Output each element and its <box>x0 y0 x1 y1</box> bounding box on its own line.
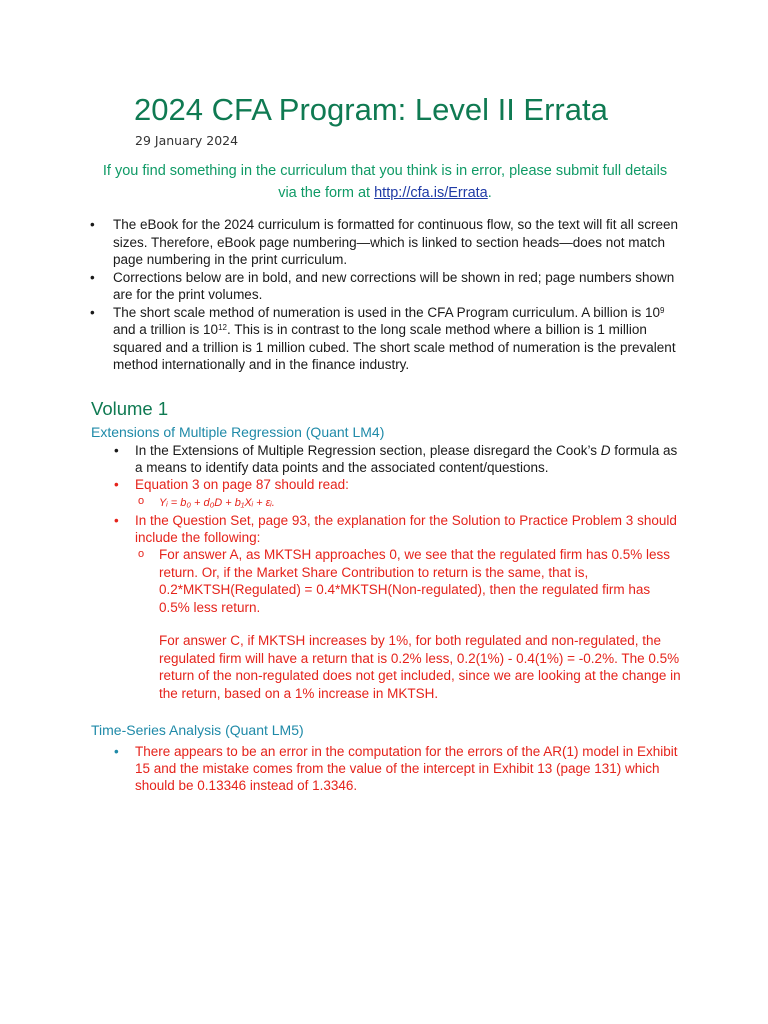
section-lm4-list <box>114 442 684 718</box>
note-item: • Corrections below are in bold, and new corrections will be shown in red; page numbers shown are for the print volumes. <box>90 269 690 304</box>
section-heading-quant-lm5: Time-Series Analysis (Quant LM5) <box>91 722 304 738</box>
item-text: In the Extensions of Multiple Regression section, please disregard the Cook’s <box>135 443 601 458</box>
sub-list <box>135 546 684 702</box>
intro-text: If you find something in the curriculum that you think is in error, please submit full details via the form at <box>102 163 668 201</box>
equation-3: Yᵢ = b₀ + d₀D + b₁Xᵢ + εᵢ. <box>159 497 275 509</box>
item-text: Equation 3 on page 87 should read: <box>135 477 349 492</box>
page-title: 2024 CFA Program: Level II Errata <box>134 92 608 127</box>
cooks-d-symbol: D <box>600 443 611 458</box>
note3-sup-9: 9 <box>660 305 665 315</box>
intro-paragraph <box>100 160 670 204</box>
list-item <box>114 442 684 476</box>
equation-item <box>135 493 684 512</box>
publication-date: 29 January 2024 <box>135 133 239 148</box>
note3-text-b: and a trillion is 10 <box>113 322 219 337</box>
note3-text-c: . This is in contrast to the long scale method where a billion is 1 million squared and a trillion is 1 million cubed. The short scale method of numeration is the prevalent method internationally and in the finance industry. <box>113 322 676 372</box>
volume-heading: Volume 1 <box>91 398 169 419</box>
answer-a-text: o For answer A, as MKTSH approaches 0, we see that the regulated firm has 0.5% less return. Or, if the Market Share Contribution to return is the same, that is, 0.2*MKTSH(Regulated) = 0.4*MKTSH(Non-regulated), then the regulated firm has 0.5% less return. <box>159 547 670 615</box>
item-text: formula as a means to identify data points and the associated content/questions. <box>135 443 678 475</box>
general-notes-list <box>90 216 690 374</box>
list-item <box>114 476 684 512</box>
list-item <box>114 512 684 702</box>
errata-link[interactable]: http://cfa.is/Errata <box>374 185 488 201</box>
note-item: • The eBook for the 2024 curriculum is formatted for continuous flow, so the text will fit all screen sizes. Therefore, eBook page numbering—which is linked to section heads—does not match page numbering in the print curriculum. <box>90 216 690 269</box>
section-lm5-list <box>114 743 684 794</box>
answer-item <box>135 546 684 702</box>
note3-text-a: The short scale method of numeration is used in the CFA Program curriculum. A billion is 10 <box>113 304 661 320</box>
item-text: In the Question Set, page 93, the explanation for the Solution to Practice Problem 3 should include the following: <box>135 513 677 545</box>
note3-sup-12: 12 <box>218 323 227 332</box>
intro-end: . <box>487 185 492 201</box>
list-item: • There appears to be an error in the computation for the errors of the AR(1) model in Exhibit 15 and the mistake comes from the value of the intercept in Exhibit 13 (page 131) which should be 0.13346 instead of 1.3346. <box>114 743 684 794</box>
note-item <box>90 304 690 374</box>
section-heading-quant-lm4: Extensions of Multiple Regression (Quant LM4) <box>91 424 385 440</box>
answer-c-text: For answer C, if MKTSH increases by 1%, for both regulated and non-regulated, the regulated firm will have a return that is 0.2% less, 0.2(1%) - 0.4(1%) = -0.2%. The 0.5% return of the non-regulated does not get included, since we are looking at the change in the return, based on a 1% increase in MKTSH. <box>159 633 681 701</box>
sub-list <box>135 493 684 512</box>
